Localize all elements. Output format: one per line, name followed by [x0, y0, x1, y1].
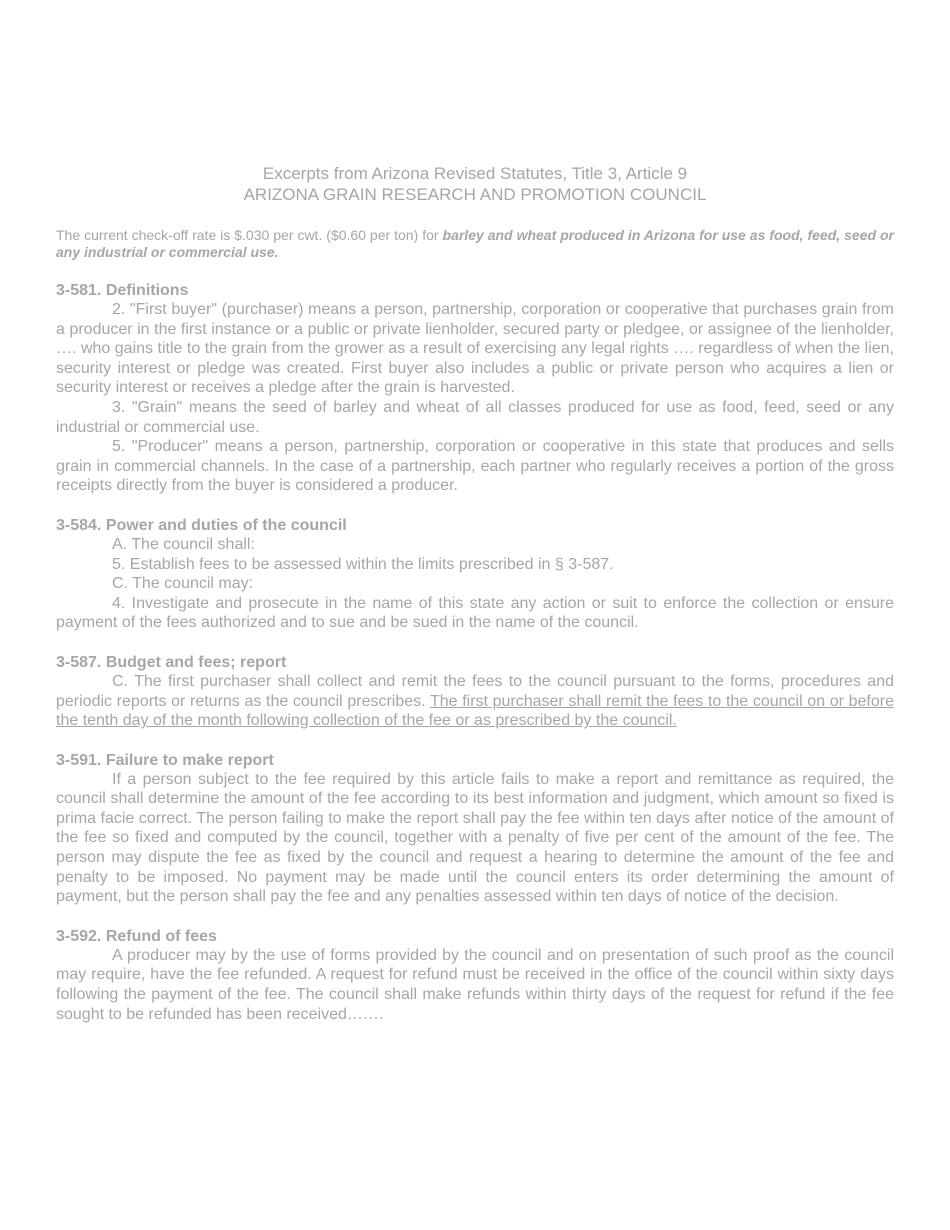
document-page: [56, 163, 894, 1024]
checkoff-rate-emphasis: barley and wheat produced in Arizona for use as food, feed, seed or any industrial or commercial use.: [56, 227, 894, 260]
title-line-1: Excerpts from Arizona Revised Statutes, Title 3, Article 9: [262, 164, 688, 183]
establish-fees: 5. Establish fees to be assessed within the limits prescribed in § 3-587.: [112, 555, 614, 573]
definition-grain: 3. "Grain" means the seed of barley and wheat of all classes produced for use as food, feed, seed or any industrial or commercial use.: [56, 398, 894, 436]
section-3-591: [56, 751, 894, 907]
remit-deadline-underlined: The first purchaser shall remit the fees to the council on or before the tenth day of the month following collection of the fee or as prescribed by the council.: [56, 692, 894, 730]
section-heading: 3-587. Budget and fees; report: [56, 653, 287, 671]
collect-remit-text: C. The first purchaser shall collect and remit the fees to the council pursuant to the forms, procedures and periodic reports or returns as the council prescribes.: [56, 672, 894, 710]
checkoff-rate-note: [56, 227, 894, 261]
section-3-592: [56, 927, 894, 1024]
investigate-prosecute: 4. Investigate and prosecute in the name of this state any action or suit to enforce the collection or ensure payment of the fees authorized and to sue and be sued in the name of the council.: [56, 594, 894, 632]
collect-remit-fees: [56, 672, 894, 731]
section-heading: 3-581. Definitions: [56, 282, 189, 299]
section-3-581: [56, 281, 894, 496]
checkoff-rate-text: The current check-off rate is $.030 per cwt. ($0.60 per ton) for: [56, 227, 443, 243]
title-line-2: ARIZONA GRAIN RESEARCH AND PROMOTION COUNCIL: [243, 185, 707, 204]
section-heading: 3-584. Power and duties of the council: [56, 516, 347, 534]
document-title: [56, 163, 894, 205]
section-3-587: [56, 653, 894, 731]
section-3-584: [56, 516, 894, 633]
definition-producer: 5. "Producer" means a person, partnership, corporation or cooperative in this state that produces and sells grain in commercial channels. In the case of a partnership, each partner who regularly receives a portion of the gross receipts directly from the buyer is considered a producer.: [56, 438, 894, 495]
definition-first-buyer: 2. "First buyer" (purchaser) means a person, partnership, corporation or cooperative that purchases grain from a producer in the first instance or a public or private lienholder, secured party or pledgee, or assignee of the lienholder, …. who gains title to the grain from the grower as a result of exercising any legal rights …. regardless of when the lien, security interest or pledge was created. First buyer also includes a public or private person who acquires a lien or security interest or receives a pledge after the grain is harvested.: [56, 301, 894, 397]
failure-to-report-text: If a person subject to the fee required by this article fails to make a report and remittance as required, the council shall determine the amount of the fee according to its best information and judgment, which amount so fixed is prima facie correct. The person failing to make the report shall pay the fee within ten days after notice of the amount of the fee so fixed and computed by the council, together with a penalty of five per cent of the amount of the fee. The person may dispute the fee as fixed by the council and request a hearing to determine the amount of the fee and penalty to be imposed. No payment may be made until the council enters its order determining the amount of payment, but the person shall pay the fee and any penalties assessed within ten days of notice of the decision.: [56, 770, 894, 906]
council-shall: A. The council shall:: [112, 535, 255, 553]
refund-text: A producer may by the use of forms provided by the council and on presentation of such proof as the council may require, have the fee refunded. A request for refund must be received in the office of the council within sixty days following the payment of the fee. The council shall make refunds within thirty days of the request for refund if the fee sought to be refunded has been received…….: [56, 946, 894, 1023]
section-heading: 3-592. Refund of fees: [56, 927, 217, 945]
council-may: C. The council may:: [112, 575, 254, 593]
section-heading: 3-591. Failure to make report: [56, 751, 274, 769]
